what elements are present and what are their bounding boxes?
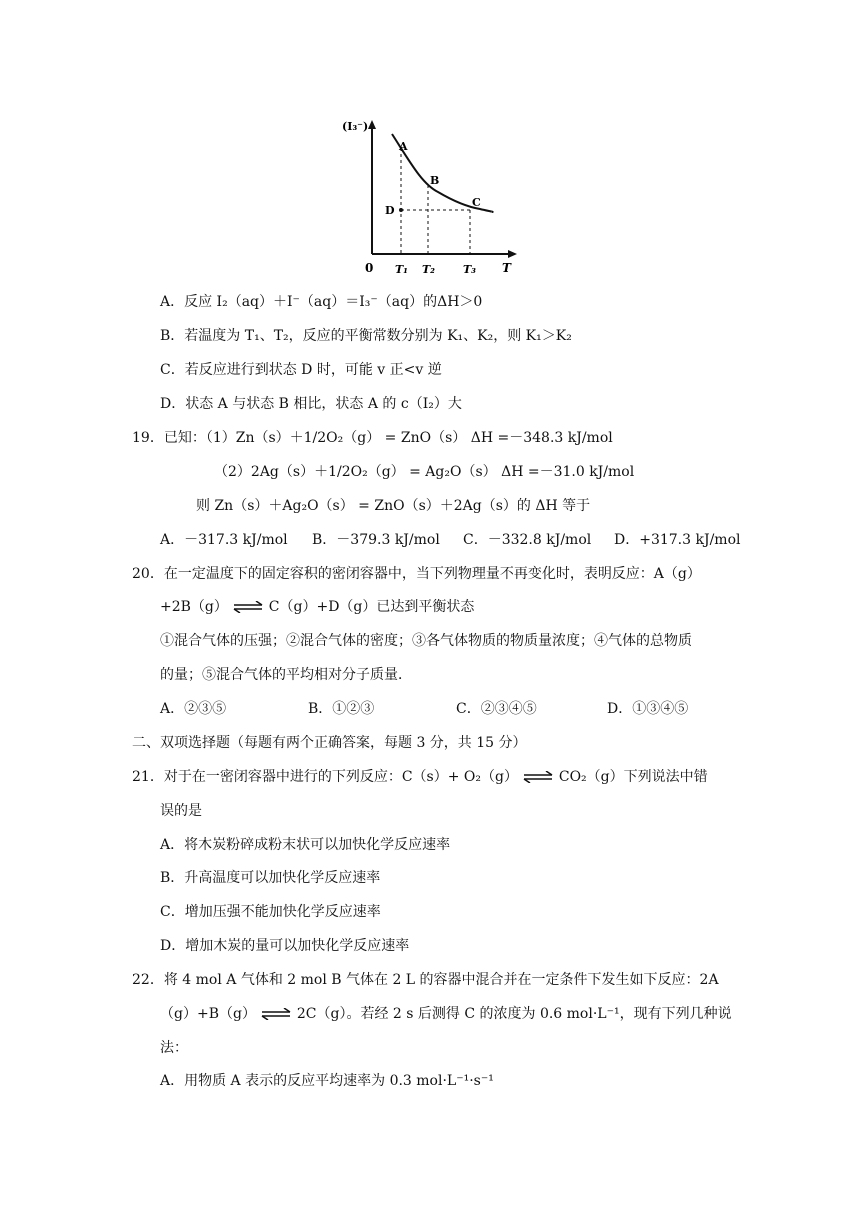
q19-stem-line1: 19．已知：（1）Zn（s）＋1/2O₂（g） = ZnO（s） ΔH =－348.3 kJ/mol	[132, 430, 613, 446]
q20-stem-line2	[160, 597, 474, 617]
q20-stem-line3: ①混合气体的压强；②混合气体的密度；③各气体物质的物质量浓度；④气体的总物质	[160, 633, 692, 649]
equilibrium-arrow-icon	[522, 771, 554, 783]
q21-stem-line2: 误的是	[160, 803, 202, 819]
q20-line2-left: +2B（g）	[160, 599, 228, 615]
q21-line1-left: 21．对于在一密闭容器中进行的下列反应：C（s）+ O₂（g）	[132, 769, 518, 785]
q21-option-d: D．增加木炭的量可以加快化学反应速率	[160, 938, 410, 954]
q22-line2-left: （g）+B（g）	[160, 1006, 256, 1022]
q19-option-c: C．－332.8 kJ/mol	[463, 532, 592, 548]
q18-option-a: A．反应 I₂（aq）＋I⁻（aq）＝I₃⁻（aq）的ΔH＞0	[160, 294, 483, 310]
q20-option-a: A．②③⑤	[160, 701, 227, 717]
q22-line2-right: 2C（g）。若经 2 s 后测得 C 的浓度为 0.6 mol·L⁻¹，现有下列几种说	[296, 1006, 732, 1022]
q22-stem-line2	[160, 1004, 732, 1024]
equilibrium-arrow-icon	[232, 601, 264, 613]
point-c-label: C	[472, 196, 481, 209]
y-axis-label: (I₃⁻)	[342, 120, 369, 133]
equilibrium-arrow-icon	[260, 1008, 292, 1020]
q20-option-d: D．①③④⑤	[607, 701, 689, 717]
q21-option-a: A．将木炭粉碎成粉末状可以加快化学反应速率	[160, 837, 451, 853]
equilibrium-curve-figure	[340, 112, 520, 277]
x-axis-label: T	[502, 261, 511, 275]
section-heading: 二、双项选择题（每题有两个正确答案，每题 3 分，共 15 分）	[132, 735, 527, 751]
x-tick-t3: T₃	[463, 263, 477, 276]
q21-option-b: B．升高温度可以加快化学反应速率	[160, 870, 381, 886]
q18-option-c: C．若反应进行到状态 D 时，可能 v 正<v 逆	[160, 362, 442, 378]
q21-option-c: C．增加压强不能加快化学反应速率	[160, 904, 381, 920]
q20-stem-line4: 的量；⑤混合气体的平均相对分子质量．	[160, 667, 412, 683]
q20-stem-line1: 20．在一定温度下的固定容积的密闭容器中，当下列物理量不再变化时，表明反应：A（g）	[132, 566, 701, 582]
origin-label: 0	[365, 261, 374, 275]
q19-stem-line3: 则 Zn（s）＋Ag₂O（s） = ZnO（s）＋2Ag（s）的 ΔH 等于	[196, 498, 591, 514]
point-a-label: A	[399, 140, 408, 153]
point-b-label: B	[430, 174, 440, 187]
q19-option-b: B．－379.3 kJ/mol	[312, 532, 440, 548]
q19-option-a: A．－317.3 kJ/mol	[160, 532, 288, 548]
q22-stem-line1: 22．将 4 mol A 气体和 2 mol B 气体在 2 L 的容器中混合并在一定条件下发生如下反应：2A	[132, 972, 719, 988]
q19-option-d: D．+317.3 kJ/mol	[614, 532, 741, 548]
x-tick-t1: T₁	[395, 263, 409, 276]
q21-stem-line1	[132, 767, 708, 787]
q22-stem-line3: 法：	[160, 1040, 188, 1056]
q19-stem-line2: （2）2Ag（s）＋1/2O₂（g） = Ag₂O（s） ΔH =－31.0 kJ/mol	[214, 464, 635, 480]
x-tick-t2: T₂	[422, 263, 436, 276]
q20-option-c: C．②③④⑤	[456, 701, 537, 717]
q22-option-a: A．用物质 A 表示的反应平均速率为 0.3 mol·L⁻¹·s⁻¹	[160, 1073, 494, 1089]
q21-line1-right: CO₂（g）下列说法中错	[558, 769, 708, 785]
q18-option-b: B．若温度为 T₁、T₂，反应的平衡常数分别为 K₁、K₂，则 K₁＞K₂	[160, 328, 572, 344]
q20-option-b: B．①②③	[308, 701, 375, 717]
q18-option-d: D．状态 A 与状态 B 相比，状态 A 的 c（I₂）大	[160, 396, 462, 412]
point-d-label: D	[385, 204, 395, 217]
q20-line2-right: C（g）+D（g）已达到平衡状态	[268, 599, 475, 615]
